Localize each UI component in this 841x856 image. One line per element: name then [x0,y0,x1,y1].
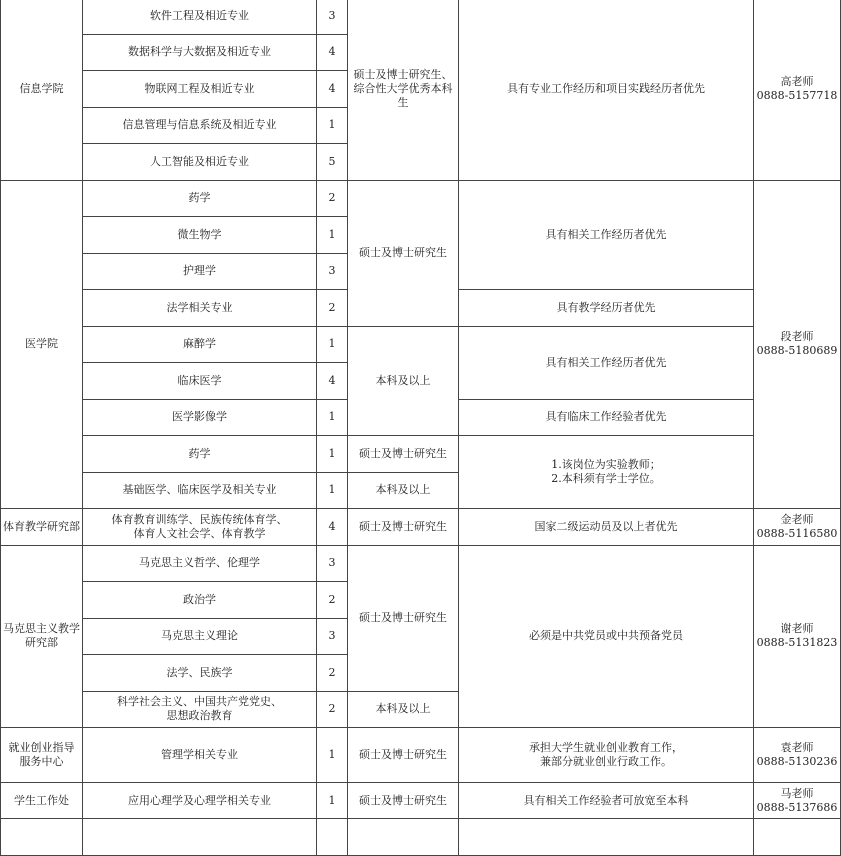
contact-cell: 谢老师 0888-5131823 [754,545,841,728]
contact-cell: 高老师 0888-5157718 [754,0,841,180]
empty-cell [317,819,348,856]
count-cell: 4 [317,34,348,71]
education-cell: 硕士及博士研究生 [348,728,459,783]
education-cell: 硕士及博士研究生 [348,509,459,546]
count-cell: 1 [317,107,348,144]
count-cell: 1 [317,783,348,819]
major-cell: 法学相关专业 [83,290,317,327]
education-cell: 硕士及博士研究生 [348,436,459,473]
count-cell: 1 [317,472,348,509]
count-cell: 1 [317,217,348,254]
requirement-cell: 具有专业工作经历和项目实践经历者优先 [459,0,754,180]
count-cell: 3 [317,618,348,655]
major-cell: 药学 [83,180,317,217]
requirement-cell: 承担大学生就业创业教育工作， 兼部分就业创业行政工作。 [459,728,754,783]
requirement-cell: 具有相关工作经验者可放宽至本科 [459,783,754,819]
major-cell: 管理学相关专业 [83,728,317,783]
count-cell: 3 [317,253,348,290]
count-cell: 4 [317,363,348,400]
major-cell: 麻醉学 [83,326,317,363]
major-cell: 数据科学与大数据及相近专业 [83,34,317,71]
requirement-cell: 具有教学经历者优先 [459,290,754,327]
major-cell: 护理学 [83,253,317,290]
count-cell: 2 [317,691,348,728]
college-cell: 信息学院 [1,0,83,180]
major-cell: 软件工程及相近专业 [83,0,317,34]
major-cell: 法学、民族学 [83,655,317,692]
table-row [1,545,841,582]
count-cell: 3 [317,545,348,582]
major-cell: 物联网工程及相近专业 [83,71,317,108]
table-row [1,436,841,473]
requirement-cell: 必须是中共党员或中共预备党员 [459,545,754,728]
college-cell: 医学院 [1,180,83,509]
contact-cell: 金老师 0888-5116580 [754,509,841,546]
count-cell: 1 [317,436,348,473]
requirement-cell: 具有临床工作经验者优先 [459,399,754,436]
count-cell: 4 [317,71,348,108]
count-cell: 5 [317,144,348,181]
empty-cell [459,819,754,856]
count-cell: 3 [317,0,348,34]
education-cell: 硕士及博士研究生 [348,545,459,691]
contact-cell: 段老师 0888-5180689 [754,180,841,509]
count-cell: 2 [317,655,348,692]
major-cell: 医学影像学 [83,399,317,436]
education-cell: 硕士及博士研究生 [348,783,459,819]
education-cell: 本科及以上 [348,691,459,728]
college-cell: 就业创业指导 服务中心 [1,728,83,783]
empty-cell [1,819,83,856]
requirement-cell: 具有相关工作经历者优先 [459,326,754,399]
empty-cell [754,819,841,856]
major-cell: 应用心理学及心理学相关专业 [83,783,317,819]
requirement-cell: 国家二级运动员及以上者优先 [459,509,754,546]
count-cell: 2 [317,180,348,217]
table-row [1,783,841,819]
count-cell: 1 [317,399,348,436]
table-row [1,728,841,783]
empty-cell [348,819,459,856]
major-cell: 马克思主义哲学、伦理学 [83,545,317,582]
empty-cell [83,819,317,856]
major-cell: 人工智能及相近专业 [83,144,317,181]
requirement-cell: 1.该岗位为实验教师； 2.本科须有学士学位。 [459,436,754,509]
major-cell: 信息管理与信息系统及相近专业 [83,107,317,144]
count-cell: 2 [317,290,348,327]
education-cell: 本科及以上 [348,472,459,509]
contact-cell: 袁老师 0888-5130236 [754,728,841,783]
college-cell: 学生工作处 [1,783,83,819]
major-cell: 马克思主义理论 [83,618,317,655]
college-cell: 体育教学研究部 [1,509,83,546]
college-cell: 马克思主义教学 研究部 [1,545,83,728]
count-cell: 2 [317,582,348,619]
table-row [1,0,841,34]
requirement-cell: 具有相关工作经历者优先 [459,180,754,290]
table-row [1,509,841,546]
education-cell: 本科及以上 [348,326,459,436]
count-cell: 4 [317,509,348,546]
education-cell: 硕士及博士研究生、 综合性大学优秀本科生 [348,0,459,180]
education-cell: 硕士及博士研究生 [348,180,459,326]
table-row-partial [1,819,841,856]
count-cell: 1 [317,728,348,783]
major-cell: 体育教育训练学、民族传统体育学、 体育人文社会学、体育教学 [83,509,317,546]
table-row [1,326,841,363]
contact-cell: 马老师 0888-5137686 [754,783,841,819]
major-cell: 临床医学 [83,363,317,400]
major-cell: 药学 [83,436,317,473]
count-cell: 1 [317,326,348,363]
major-cell: 科学社会主义、中国共产党党史、 思想政治教育 [83,691,317,728]
major-cell: 微生物学 [83,217,317,254]
major-cell: 政治学 [83,582,317,619]
table-row [1,180,841,217]
major-cell: 基础医学、临床医学及相关专业 [83,472,317,509]
